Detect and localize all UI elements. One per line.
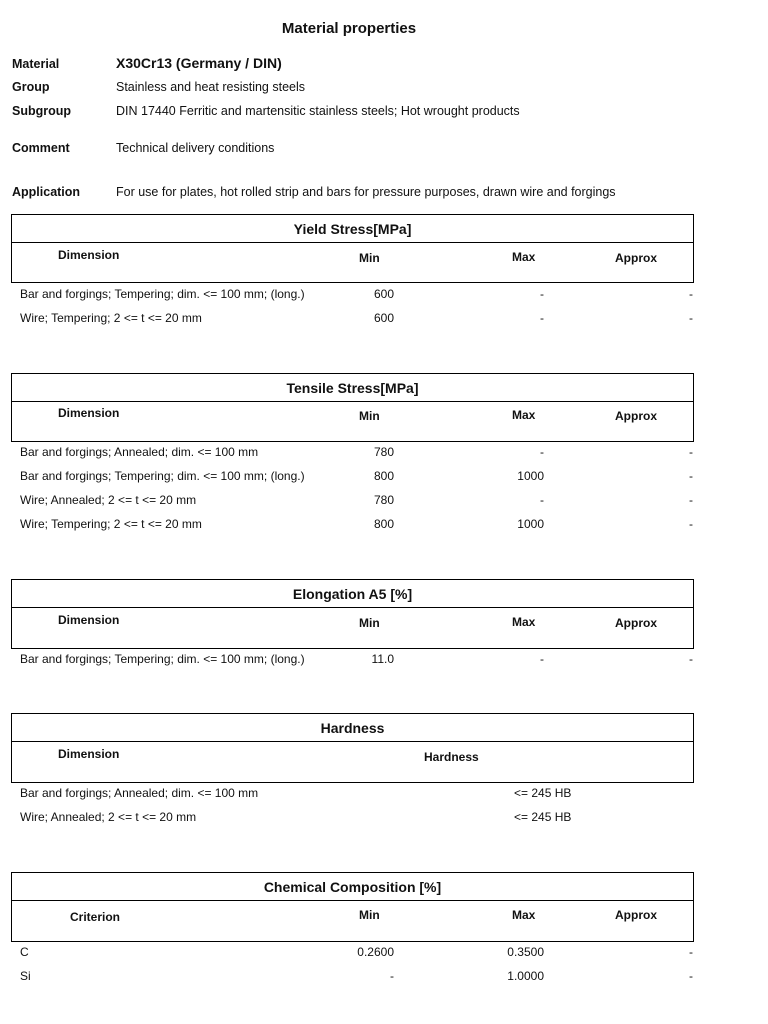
table-row-max: 1000 xyxy=(517,517,544,531)
tensile-col-approx: Approx xyxy=(615,409,657,423)
application-value: For use for plates, hot rolled strip and bars for pressure purposes, drawn wire and forgings xyxy=(116,185,616,199)
comment-label: Comment xyxy=(12,141,70,155)
elongation-col-max: Max xyxy=(512,615,536,629)
table-row-dimension: Bar and forgings; Annealed; dim. <= 100 mm xyxy=(20,445,259,459)
table-row-dimension: Wire; Tempering; 2 <= t <= 20 mm xyxy=(20,311,202,325)
table-row-hardness: <= 245 HB xyxy=(514,786,572,800)
table-row-approx: - xyxy=(689,969,693,983)
table-row-hardness: <= 245 HB xyxy=(514,810,572,824)
group-label: Group xyxy=(12,80,50,94)
table-row-approx: - xyxy=(689,445,693,459)
table-row-min: 780 xyxy=(373,445,394,459)
table-row-max: 0.3500 xyxy=(507,945,544,959)
yield-col-max: Max xyxy=(512,250,536,264)
hardness-table-header xyxy=(11,713,694,783)
yield-stress-title: Yield Stress[MPa] xyxy=(12,215,693,243)
table-row-criterion: C xyxy=(20,945,29,959)
tensile-col-min: Min xyxy=(359,409,380,423)
table-row-criterion: Si xyxy=(20,969,31,983)
table-row-max: - xyxy=(540,311,544,325)
comment-value: Technical delivery conditions xyxy=(116,141,275,155)
elongation-col-dimension: Dimension xyxy=(58,613,120,627)
table-row-min: 600 xyxy=(373,311,394,325)
table-row-approx: - xyxy=(689,945,693,959)
chemical-col-min: Min xyxy=(359,908,380,922)
table-row-min: 780 xyxy=(373,493,394,507)
table-row-dimension: Wire; Annealed; 2 <= t <= 20 mm xyxy=(20,810,197,824)
table-row-dimension: Wire; Annealed; 2 <= t <= 20 mm xyxy=(20,493,197,507)
table-row-approx: - xyxy=(689,517,693,531)
table-row-min: 0.2600 xyxy=(357,945,394,959)
table-row-min: 800 xyxy=(373,469,394,483)
table-row-max: - xyxy=(540,445,544,459)
elongation-title: Elongation A5 [%] xyxy=(12,580,693,608)
table-row-approx: - xyxy=(689,469,693,483)
tensile-col-max: Max xyxy=(512,408,536,422)
tensile-col-dimension: Dimension xyxy=(58,406,120,420)
table-row-min: - xyxy=(390,969,394,983)
hardness-col-dimension: Dimension xyxy=(58,747,120,761)
tensile-stress-title: Tensile Stress[MPa] xyxy=(12,374,693,402)
table-row-min: 800 xyxy=(373,517,394,531)
table-row-dimension: Bar and forgings; Annealed; dim. <= 100 mm xyxy=(20,786,259,800)
chemical-composition-table-header xyxy=(11,872,694,942)
table-row-max: - xyxy=(540,652,544,666)
page-title: Material properties xyxy=(281,20,417,37)
subgroup-label: Subgroup xyxy=(12,104,72,118)
subgroup-value: DIN 17440 Ferritic and martensitic stainless steels; Hot wrought products xyxy=(116,104,520,118)
yield-col-dimension: Dimension xyxy=(58,248,120,262)
table-row-approx: - xyxy=(689,287,693,301)
table-row-min: 600 xyxy=(373,287,394,301)
chemical-col-max: Max xyxy=(512,908,536,922)
hardness-col-hardness: Hardness xyxy=(424,750,479,764)
table-row-max: - xyxy=(540,493,544,507)
table-row-approx: - xyxy=(689,493,693,507)
table-row-max: 1000 xyxy=(517,469,544,483)
table-row-min: 11.0 xyxy=(371,652,394,666)
hardness-title: Hardness xyxy=(12,714,693,742)
table-row-dimension: Bar and forgings; Tempering; dim. <= 100 mm; (long.) xyxy=(20,652,305,666)
elongation-col-approx: Approx xyxy=(615,616,657,630)
table-row-max: 1.0000 xyxy=(507,969,544,983)
table-row-dimension: Bar and forgings; Tempering; dim. <= 100 mm; (long.) xyxy=(20,287,305,301)
chemical-composition-title: Chemical Composition [%] xyxy=(12,873,693,901)
table-row-dimension: Wire; Tempering; 2 <= t <= 20 mm xyxy=(20,517,202,531)
material-label: Material xyxy=(12,57,60,71)
table-row-approx: - xyxy=(689,311,693,325)
material-value: X30Cr13 (Germany / DIN) xyxy=(116,55,282,71)
table-row-dimension: Bar and forgings; Tempering; dim. <= 100 mm; (long.) xyxy=(20,469,305,483)
yield-col-approx: Approx xyxy=(615,251,657,265)
application-label: Application xyxy=(12,185,81,199)
chemical-col-criterion: Criterion xyxy=(70,910,121,924)
group-value: Stainless and heat resisting steels xyxy=(116,80,305,94)
tensile-stress-table-header xyxy=(11,373,694,442)
yield-col-min: Min xyxy=(359,251,380,265)
elongation-table-header xyxy=(11,579,694,649)
table-row-approx: - xyxy=(689,652,693,666)
yield-stress-table-header xyxy=(11,214,694,283)
chemical-col-approx: Approx xyxy=(615,908,657,922)
elongation-col-min: Min xyxy=(359,616,380,630)
table-row-max: - xyxy=(540,287,544,301)
